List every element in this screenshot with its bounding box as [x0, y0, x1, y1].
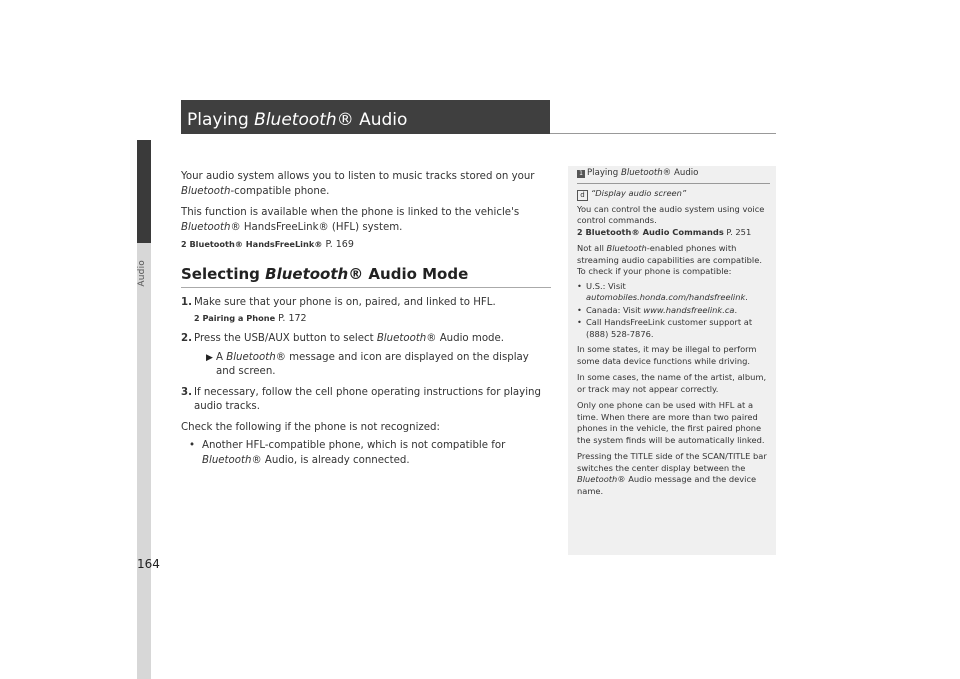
voice-command: d “Display audio screen”	[577, 188, 770, 201]
sidebar-paragraph-4: In some cases, the name of the artist, album, or track may not appear correctly.	[577, 372, 767, 394]
side-strip	[0, 0, 137, 679]
bullet-icon: •	[577, 317, 582, 327]
section-tab-marker	[137, 140, 151, 243]
step-3: 3. If necessary, follow the cell phone operating instructions for playing audio tracks.	[181, 386, 541, 412]
sidebar-paragraph-2: Not all Bluetooth-enabled phones with streaming audio capabilities are compatible. To check if your phone is compatible:	[577, 243, 762, 276]
page-title: Playing Bluetooth® Audio	[181, 100, 550, 134]
step-2: 2. Press the USB/AUX button to select Bluetooth® Audio mode. ▶ A Bluetooth® message and icon are displayed on the display and screen.	[181, 332, 551, 380]
xref-arrow-icon: 2	[194, 313, 200, 323]
intro-paragraph: Your audio system allows you to listen to music tracks stored on your Bluetooth-compatible phone.	[181, 171, 535, 197]
sidebar-paragraph-1: You can control the audio system using voice control commands. 2 Bluetooth® Audio Commands P. 251	[577, 203, 765, 237]
voice-command-icon: d	[577, 190, 588, 201]
section-label: Audio	[137, 260, 147, 287]
sidebar-paragraph-3: In some states, it may be illegal to perform some data device functions while driving.	[577, 344, 757, 366]
note-marker-icon: 1	[577, 170, 585, 178]
sidebar-bullet-canada: • Canada: Visit www.handsfreelink.ca.	[577, 304, 738, 315]
title-rule	[550, 133, 776, 134]
xref-arrow-icon: 2	[181, 240, 187, 249]
sidebar-paragraph-5: Only one phone can be used with HFL at a time. When there are more than two paired phones in the vehicle, the first paired phone the system finds will be automatically linked.	[577, 400, 765, 445]
section-heading: Selecting Bluetooth® Audio Mode	[181, 267, 551, 289]
sidebar-heading: 1 Playing Bluetooth® Audio	[577, 168, 770, 184]
audio-commands-cross-reference-link[interactable]: 2 Bluetooth® Audio Commands P. 251	[577, 226, 752, 237]
page-number: 164	[137, 557, 160, 571]
bullet-icon: •	[577, 280, 582, 291]
bullet-item: • Another HFL-compatible phone, which is not compatible for Bluetooth® Audio, is already connected.	[189, 440, 506, 466]
notes-sidebar	[568, 166, 776, 555]
main-content	[181, 170, 551, 468]
availability-paragraph: This function is available when the phone is linked to the vehicle's Bluetooth® HandsFreeLink® (HFL) system.	[181, 207, 520, 233]
step-1: 1. Make sure that your phone is on, paired, and linked to HFL. 2 Pairing a Phone P. 172	[181, 296, 551, 326]
bullet-icon: •	[577, 304, 582, 315]
canada-website-link[interactable]: www.handsfreelink.ca	[643, 304, 735, 315]
sidebar-bullet-us: • U.S.: Visit automobiles.honda.com/handsfreelink.	[577, 280, 748, 302]
sidebar-bullet-call: • Call HandsFreeLink customer support at (888) 528-7876.	[577, 317, 753, 339]
xref-arrow-icon: 2	[577, 227, 583, 237]
step-2-result: ▶ A Bluetooth® message and icon are displayed on the display and screen.	[206, 351, 529, 377]
bullet-icon: •	[189, 440, 196, 451]
hfl-cross-reference-link[interactable]: 2 Bluetooth® HandsFreeLink® P. 169	[181, 239, 354, 250]
us-website-link[interactable]: automobiles.honda.com/handsfreelink	[586, 292, 746, 302]
pairing-cross-reference-link[interactable]: 2 Pairing a Phone P. 172	[194, 312, 307, 324]
result-arrow-icon: ▶	[206, 352, 213, 363]
sidebar-paragraph-6: Pressing the TITLE side of the SCAN/TITLE bar switches the center display between the Bluetooth® Audio message and the device name.	[577, 451, 767, 496]
check-paragraph: Check the following if the phone is not recognized:	[181, 421, 440, 433]
steps-list	[181, 296, 551, 415]
